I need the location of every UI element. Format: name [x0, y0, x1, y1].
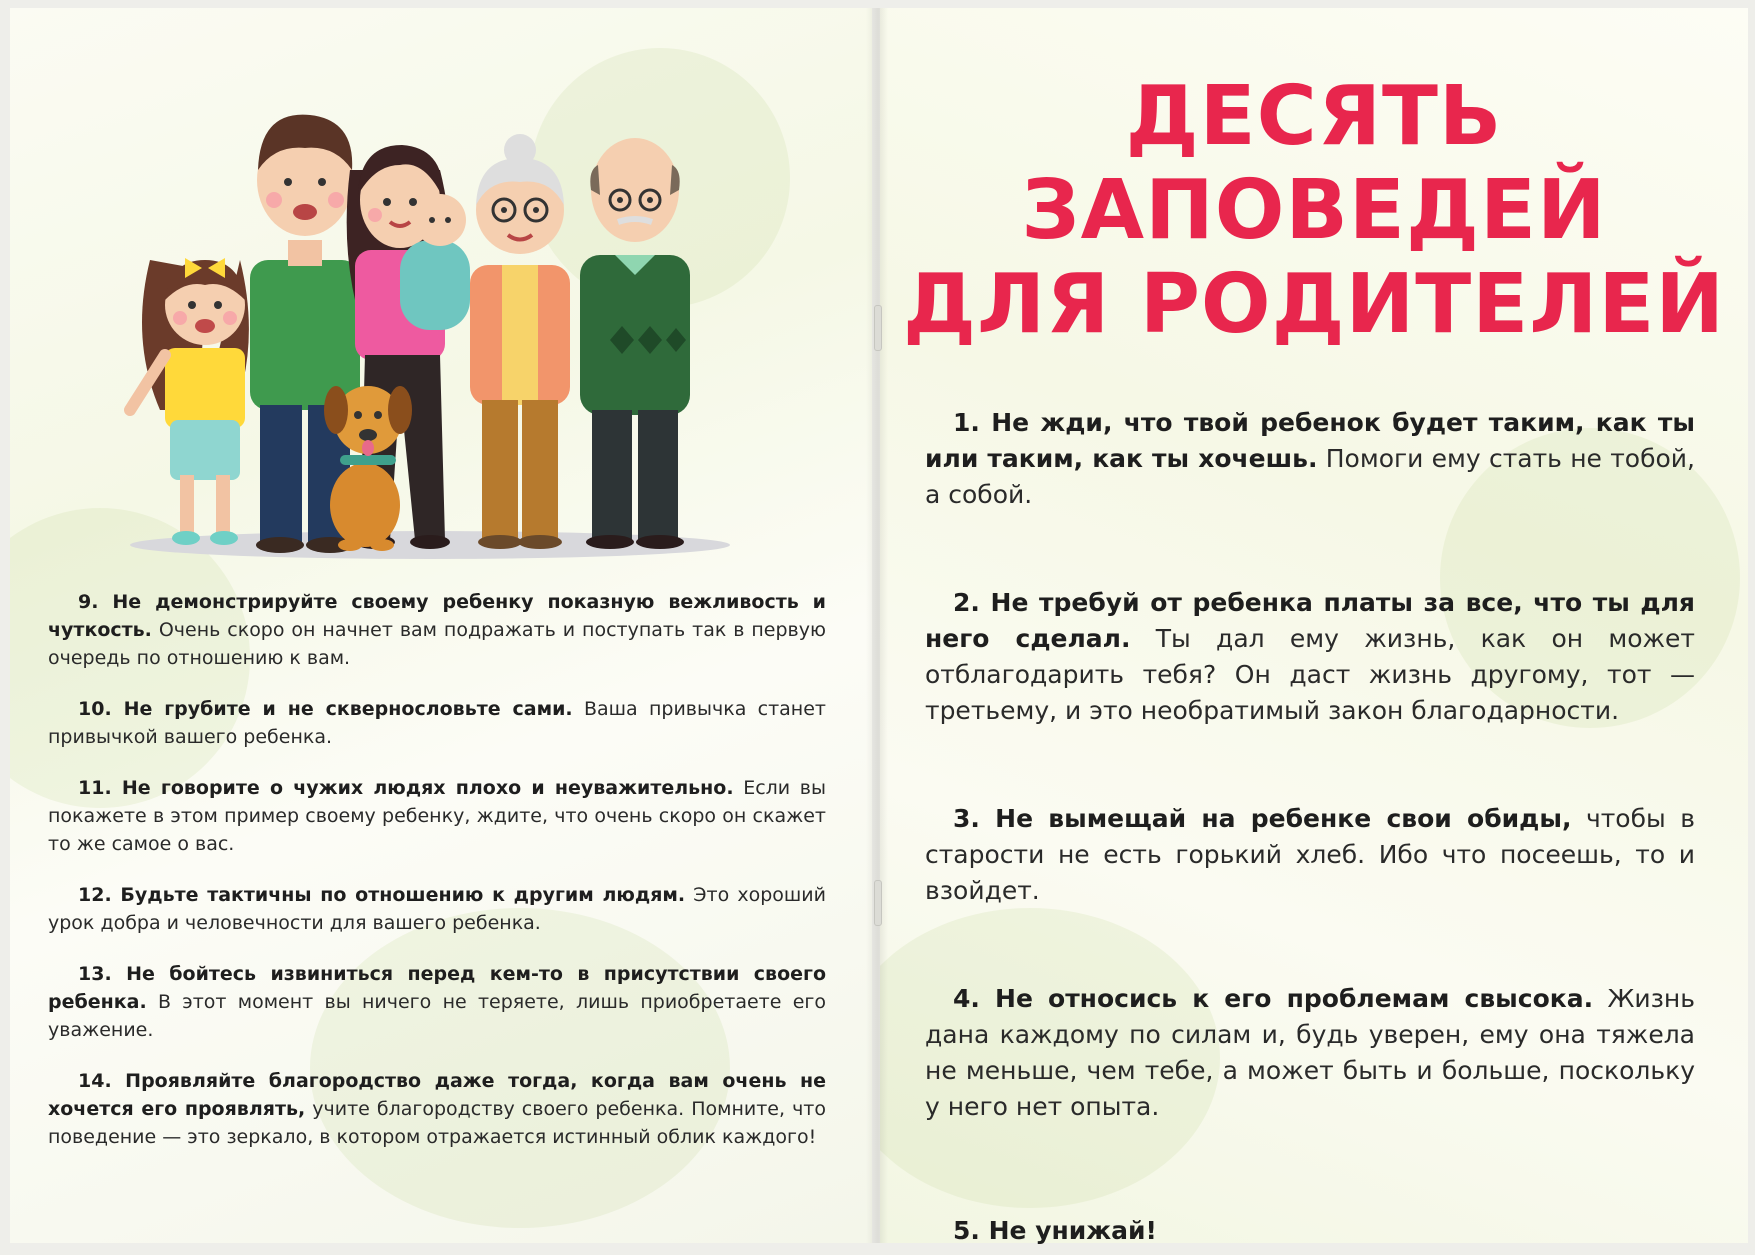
item-number: 5.	[953, 1216, 980, 1245]
item-text: чтобы в старости не есть горький хлеб. Ибо что посеешь, то и взойдет.	[925, 804, 1695, 905]
list-item	[48, 774, 826, 858]
item-heading: Не жди, что твой ребенок будет таким, как ты или таким, как ты хочешь.	[925, 408, 1695, 473]
item-number: 1.	[953, 408, 980, 437]
list-item	[48, 960, 826, 1044]
item-heading: Не требуй от ребенка платы за все, что ты для него сделал.	[925, 588, 1695, 653]
item-heading: Не унижай!	[988, 1216, 1157, 1245]
grandfather-figure	[580, 138, 690, 549]
item-heading: Не вымещай на ребенке свои обиды,	[995, 804, 1572, 833]
left-page-list	[48, 588, 826, 1174]
baby-figure	[400, 240, 470, 330]
page-title	[880, 70, 1748, 352]
item-heading: Будьте тактичны по отношению к другим людям.	[120, 884, 686, 906]
title-line: ДЛЯ РОДИТЕЛЕЙ	[903, 257, 1725, 352]
item-heading: Не грубите и не сквернословьте сами.	[123, 698, 573, 720]
list-item	[925, 585, 1695, 729]
item-heading: Не демонстрируйте своему ребенку показную вежливость и чуткость.	[48, 591, 827, 641]
item-number: 9.	[78, 591, 99, 613]
item-number: 3.	[953, 804, 980, 833]
list-item	[925, 405, 1695, 513]
list-item	[48, 881, 826, 937]
item-number: 4.	[953, 984, 980, 1013]
list-item	[48, 588, 826, 672]
item-number: 12.	[78, 884, 112, 906]
list-item	[925, 981, 1695, 1125]
item-number: 10.	[78, 698, 112, 720]
right-page-list	[925, 405, 1695, 1249]
item-text: учите благородству своего ребенка. Помните, что поведение — это зеркало, в котором отражается истинный облик каждого!	[48, 1098, 826, 1148]
staple	[874, 880, 882, 926]
item-text: Ваша привычка станет привычкой вашего ребенка.	[48, 698, 826, 748]
item-text: Жизнь дана каждому по силам и, будь уверен, ему она тяжела не меньше, чем тебе, а может быть и больше, поскольку у него нет опыта.	[925, 984, 1695, 1121]
item-text: Ты дал ему жизнь, как он может отблагодарить тебя? Он даст жизнь другому, тот — третьему, и это необратимый закон благодарности.	[925, 624, 1695, 725]
item-text: Если вы покажете в этом пример своему ребенку, ждите, что очень скоро он скажет то же самое о вас.	[48, 777, 826, 855]
item-number: 13.	[78, 963, 112, 985]
item-heading: Не бойтесь извиниться перед кем-то в присутствии своего ребенка.	[48, 963, 826, 1013]
grandmother-figure	[470, 134, 570, 549]
item-text: Помоги ему стать не тобой, а собой.	[925, 444, 1695, 509]
item-number: 14.	[78, 1070, 112, 1092]
item-text: Очень скоро он начнет вам подражать и поступать так в первую очередь по отношению к вам.	[48, 619, 826, 669]
title-line: ЗАПОВЕДЕЙ	[1021, 163, 1607, 258]
item-text: Это хороший урок добра и человечности для вашего ребенка.	[48, 884, 826, 934]
item-heading: Не говорите о чужих людях плохо и неуважительно.	[121, 777, 734, 799]
family-illustration	[110, 90, 760, 560]
item-text: В этот момент вы ничего не теряете, лишь приобретаете его уважение.	[48, 991, 826, 1041]
item-heading: Не относись к его проблемам свысока.	[995, 984, 1594, 1013]
list-item	[925, 801, 1695, 909]
list-item	[925, 1213, 1695, 1249]
list-item	[48, 695, 826, 751]
list-item	[48, 1067, 826, 1151]
item-number: 11.	[78, 777, 112, 799]
girl-figure	[130, 258, 249, 545]
item-number: 2.	[953, 588, 980, 617]
title-line: ДЕСЯТЬ	[1125, 69, 1503, 164]
item-heading: Проявляйте благородство даже тогда, когда вам очень не хочется его проявлять,	[48, 1070, 826, 1120]
